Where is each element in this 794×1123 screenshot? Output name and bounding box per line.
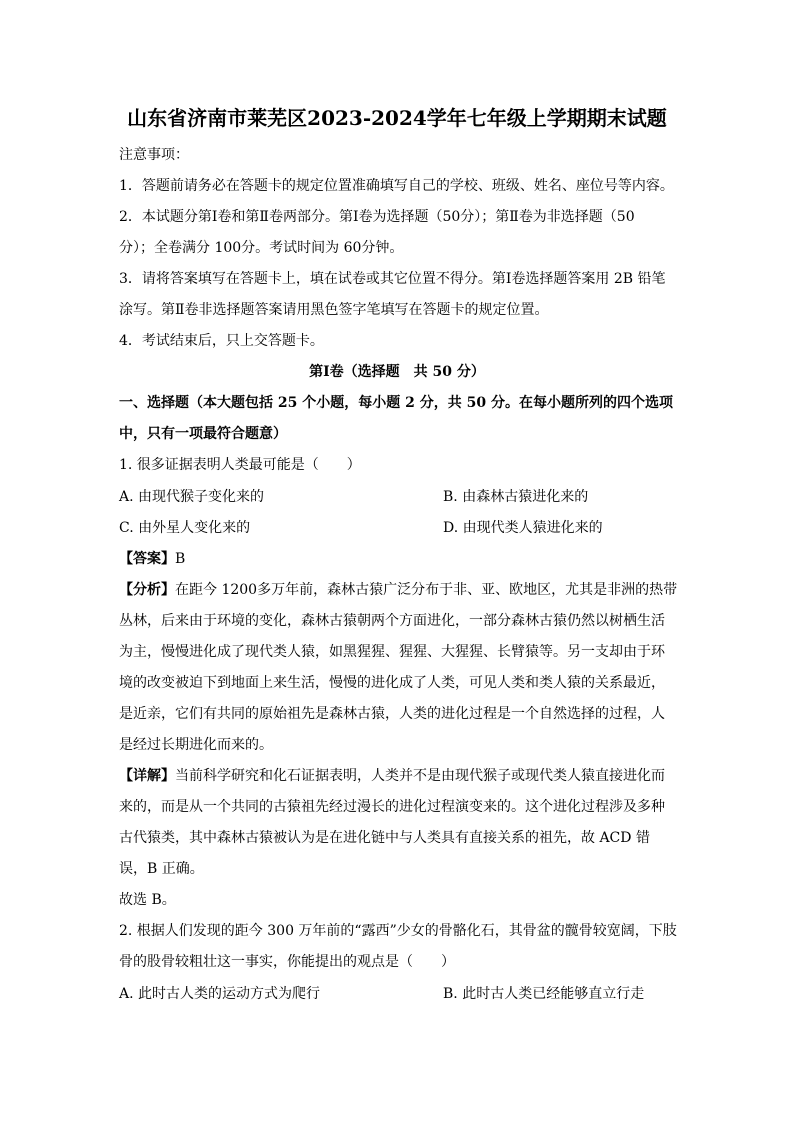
notice-item-3: 3．请将答案填写在答题卡上，填在试卷或其它位置不得分。第Ⅰ卷选择题答案用 2B 铅笔 (119, 271, 666, 287)
section-heading: 一、选择题（本大题包括 25 个小题，每小题 2 分，共 50 分。在每小题所列的四个选项 (119, 395, 673, 411)
q1-detail-line-4: 误，B 正确。 (119, 861, 204, 877)
answer-tag: 【答案】 (119, 551, 175, 567)
q1-analysis-line-5: 是近亲，它们有共同的原始祖先是森林古猿，人类的进化过程是一个自然选择的过程，人 (119, 706, 665, 722)
q2-option-a: A. 此时古人类的运动方式为爬行 (119, 986, 321, 1002)
part-heading: 第Ⅰ卷（选择题 共 50 分） (309, 364, 485, 380)
q2-stem-line-1: 2. 根据人们发现的距今 300 万年前的“露西”少女的骨骼化石，其骨盆的髋骨较宽阔，下肢 (119, 923, 677, 939)
exam-title: 山东省济南市莱芜区2023-2024学年七年级上学期期末试题 (127, 106, 667, 130)
q1-option-b: B. 由森林古猿进化来的 (443, 489, 589, 505)
q1-detail-line-3: 古代猿类，其中森林古猿被认为是在进化链中与人类具有直接关系的祖先，故 ACD 错 (119, 830, 650, 846)
q1-analysis-line-6: 是经过长期进化而来的。 (119, 737, 273, 753)
q1-stem: 1. 很多证据表明人类最可能是（ ） (119, 457, 361, 473)
q1-analysis-line-4: 境的改变被迫下到地面上来生活，慢慢的进化成了人类，可见人类和类人猿的关系最近， (119, 675, 665, 691)
notice-heading: 注意事项： (119, 147, 189, 163)
detail-text: 当前科学研究和化石证据表明，人类并不是由现代猴子或现代类人猿直接进化而 (175, 768, 665, 784)
q2-stem-line-2: 骨的股骨较粗壮这一事实，你能提出的观点是（ ） (119, 954, 455, 970)
q1-option-a: A. 由现代猴子变化来的 (119, 489, 265, 505)
notice-item-3-cont: 涂写。第Ⅱ卷非选择题答案请用黑色签字笔填写在答题卡的规定位置。 (119, 302, 549, 318)
q1-option-c: C. 由外星人变化来的 (119, 520, 251, 536)
notice-item-4: 4．考试结束后，只上交答题卡。 (119, 333, 324, 349)
q2-option-b: B. 此时古人类已经能够直立行走 (443, 986, 645, 1002)
q1-conclusion: 故选 B。 (119, 892, 176, 908)
q1-detail-line-2: 来的，而是从一个共同的古猿祖先经过漫长的进化过程演变来的。这个进化过程涉及多种 (119, 799, 665, 815)
q1-detail-line-1 (119, 766, 665, 786)
notice-item-1: 1．答题前请务必在答题卡的规定位置准确填写自己的学校、班级、姓名、座位号等内容。 (119, 178, 674, 194)
notice-item-2-cont: 分）；全卷满分 100分。考试时间为 60分钟。 (119, 240, 404, 256)
section-heading-cont: 中，只有一项最符合题意） (119, 426, 287, 442)
q1-analysis-line-3: 为主，慢慢进化成了现代类人猿，如黑猩猩、猩猩、大猩猩、长臂猿等。另一支却由于环 (119, 644, 665, 660)
answer-value: B (175, 551, 186, 567)
q1-analysis-line-2: 丛林，后来由于环境的变化，森林古猿朝两个方面进化，一部分森林古猿仍然以树栖生活 (119, 613, 665, 629)
q1-option-d: D. 由现代类人猿进化来的 (443, 520, 603, 536)
notice-item-2: 2．本试题分第Ⅰ卷和第Ⅱ卷两部分。第Ⅰ卷为选择题（50分）；第Ⅱ卷为非选择题（50 (119, 209, 635, 225)
q1-answer (119, 549, 185, 569)
analysis-text: 在距今 1200多万年前，森林古猿广泛分布于非、亚、欧地区，尤其是非洲的热带 (175, 582, 678, 598)
q1-analysis-line-1 (119, 580, 677, 600)
detail-tag: 【详解】 (119, 768, 175, 784)
analysis-tag: 【分析】 (119, 582, 175, 598)
